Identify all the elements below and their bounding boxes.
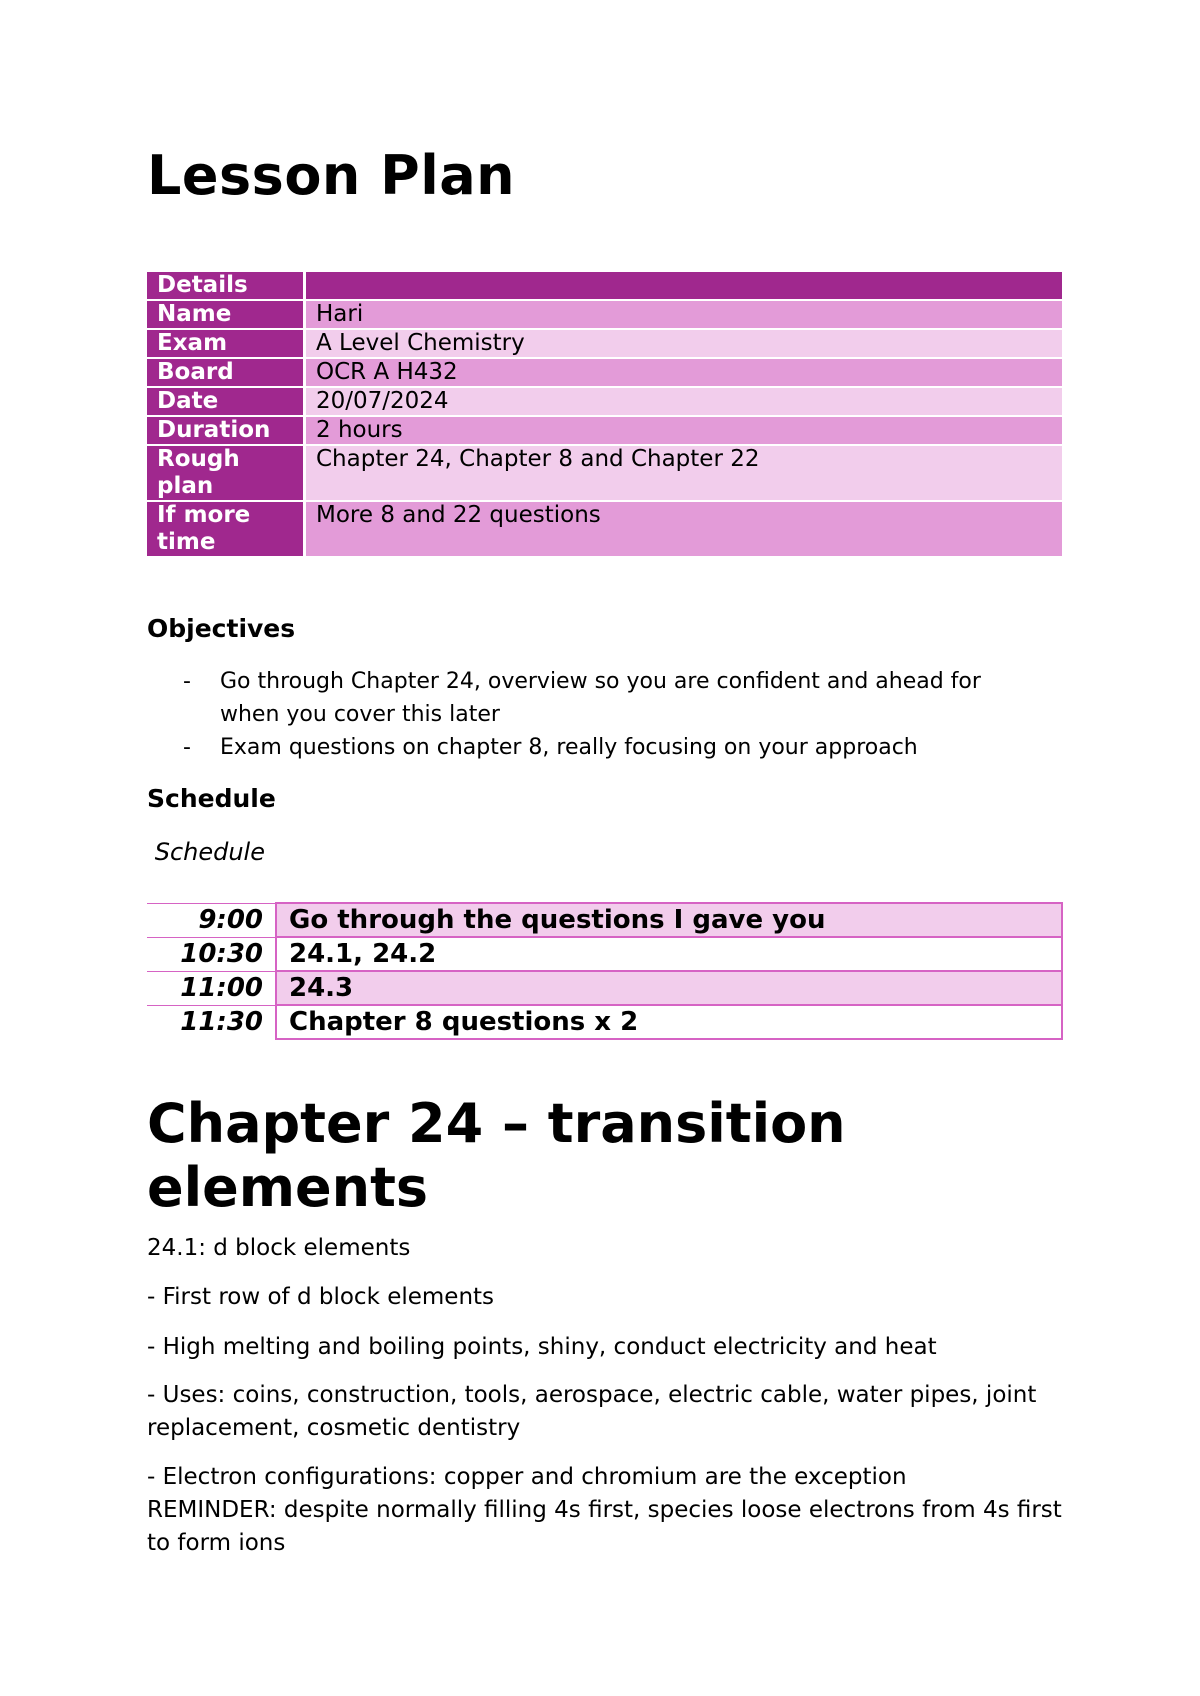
objective-text: Exam questions on chapter 8, really focusing on your approach <box>220 735 918 760</box>
details-row-if-more-time <box>147 502 1062 556</box>
details-value: More 8 and 22 questions <box>306 502 1062 556</box>
table-row <box>147 937 1062 971</box>
details-value: 20/07/2024 <box>306 388 1062 415</box>
schedule-activity: 24.1, 24.2 <box>276 937 1062 971</box>
chapter-heading: Chapter 24 – transition elements <box>147 1092 846 1219</box>
chapter-point: - First row of d block elements <box>147 1284 495 1310</box>
details-value: A Level Chemistry <box>306 330 1062 357</box>
details-row-duration <box>147 417 1062 444</box>
details-value: OCR A H432 <box>306 359 1062 386</box>
details-row-board <box>147 359 1062 386</box>
details-row-date <box>147 388 1062 415</box>
details-key: Exam <box>147 330 306 357</box>
reminder-text: REMINDER: despite normally filling 4s first, species loose electrons from 4s first to form ions <box>147 1497 1062 1556</box>
details-value: Hari <box>306 301 1062 328</box>
details-header-label: Details <box>147 272 306 299</box>
details-key: If more time <box>147 502 306 556</box>
dash-bullet: - <box>183 735 191 760</box>
schedule-heading: Schedule <box>147 784 276 813</box>
details-key: Rough plan <box>147 446 306 500</box>
chapter-point: - Electron configurations: copper and chromium are the exception <box>147 1464 907 1490</box>
objective-text: Go through Chapter 24, overview so you are confident and ahead for when you cover this later <box>220 669 981 727</box>
schedule-time: 11:30 <box>147 1005 276 1039</box>
list-item <box>147 665 1007 731</box>
dash-bullet: - <box>183 669 191 694</box>
schedule-time: 9:00 <box>147 903 276 937</box>
page-title: Lesson Plan <box>147 144 516 207</box>
objectives-list <box>147 665 1007 764</box>
schedule-time: 11:00 <box>147 971 276 1005</box>
table-row <box>147 1005 1062 1039</box>
schedule-time: 10:30 <box>147 937 276 971</box>
schedule-activity: 24.3 <box>276 971 1062 1005</box>
schedule-table-header: Schedule <box>154 838 265 866</box>
schedule-activity: Go through the questions I gave you <box>276 903 1062 937</box>
details-header-row <box>147 272 1062 299</box>
chapter-point: - High melting and boiling points, shiny, conduct electricity and heat <box>147 1334 937 1360</box>
details-key: Duration <box>147 417 306 444</box>
objectives-heading: Objectives <box>147 614 296 643</box>
details-value: 2 hours <box>306 417 1062 444</box>
details-key: Date <box>147 388 306 415</box>
schedule-table <box>147 902 1063 1040</box>
details-row-name <box>147 301 1062 328</box>
chapter-point: - Uses: coins, construction, tools, aerospace, electric cable, water pipes, joint replacement, cosmetic dentistry <box>147 1382 1037 1441</box>
schedule-activity: Chapter 8 questions x 2 <box>276 1005 1062 1039</box>
details-row-exam <box>147 330 1062 357</box>
table-row <box>147 903 1062 937</box>
details-value: Chapter 24, Chapter 8 and Chapter 22 <box>306 446 1062 500</box>
details-row-rough-plan <box>147 446 1062 500</box>
details-header-value <box>306 272 1062 299</box>
details-key: Board <box>147 359 306 386</box>
details-table <box>147 270 1062 558</box>
details-key: Name <box>147 301 306 328</box>
chapter-subheading: 24.1: d block elements <box>147 1235 411 1261</box>
list-item <box>147 731 1007 764</box>
table-row <box>147 971 1062 1005</box>
